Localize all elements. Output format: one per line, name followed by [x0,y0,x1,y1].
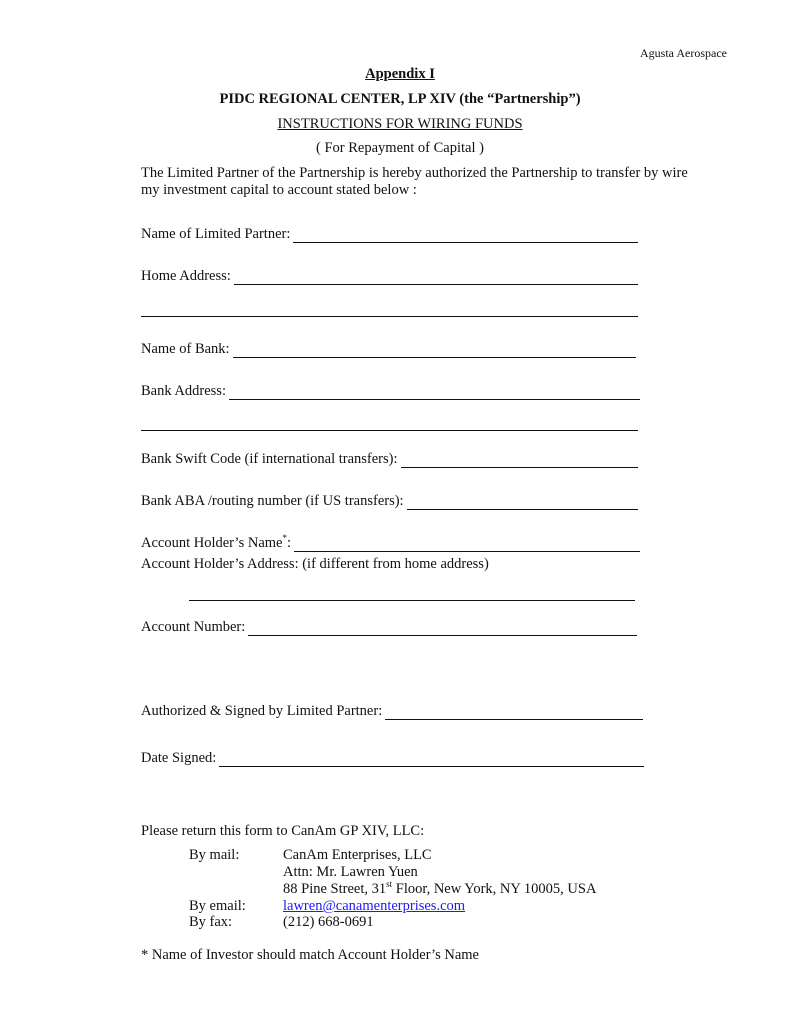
mail-line-1: CanAm Enterprises, LLC [283,847,432,863]
instructions-title: INSTRUCTIONS FOR WIRING FUNDS [277,116,523,132]
account-holder-address-label: Account Holder’s Address: (if different from home address) [141,556,489,572]
bank-address-label: Bank Address: [141,383,226,399]
account-number-line[interactable] [248,620,637,636]
footnote-mark: * [282,533,287,544]
email-label: By email: [189,898,246,914]
date-signed-label: Date Signed: [141,750,217,766]
account-holder-name-field[interactable] [141,535,640,552]
home-address-label: Home Address: [141,268,231,284]
aba-routing-label: Bank ABA /routing number (if US transfers): [141,493,404,509]
swift-code-line[interactable] [401,452,638,468]
aba-routing-line[interactable] [407,494,638,510]
authorized-signature-field[interactable] [141,703,643,720]
fax-number: (212) 668-0691 [283,914,374,930]
header-company: Agusta Aerospace [640,46,727,60]
home-address-field[interactable] [141,268,638,285]
account-number-label: Account Number: [141,619,246,635]
swift-code-field[interactable] [141,451,638,468]
home-address-line[interactable] [234,269,638,285]
account-holder-name-line[interactable] [294,536,640,552]
authorized-signature-line[interactable] [385,704,643,720]
fax-label: By fax: [189,914,233,930]
partner-name-line[interactable] [293,227,638,243]
return-intro: Please return this form to CanAm GP XIV, LLC: [141,823,425,839]
account-holder-name-label: Account Holder’s Name*: [141,533,291,551]
partnership-title: PIDC REGIONAL CENTER, LP XIV (the “Partnership”) [219,91,581,107]
appendix-title: Appendix I [365,66,435,82]
mail-line-3: 88 Pine Street, 31st Floor, New York, NY 10005, USA [283,879,597,897]
swift-code-label: Bank Swift Code (if international transfers): [141,451,398,467]
date-signed-line[interactable] [219,751,644,767]
mail-label: By mail: [189,847,240,863]
footnote: * Name of Investor should match Account Holder’s Name [141,947,479,963]
intro-line-2: my investment capital to account stated below : [141,182,417,198]
email-link-wrap [283,898,465,915]
aba-routing-field[interactable] [141,493,638,510]
bank-name-field[interactable] [141,341,636,358]
authorized-signature-label: Authorized & Signed by Limited Partner: [141,703,383,719]
account-holder-address-line[interactable] [189,600,635,601]
bank-address-line[interactable] [229,384,640,400]
partner-name-label: Name of Limited Partner: [141,226,291,242]
bank-name-line[interactable] [233,342,636,358]
email-link[interactable]: lawren@canamenterprises.com [283,898,466,914]
intro-line-1: The Limited Partner of the Partnership is hereby authorized the Partnership to transfer by wire [141,165,688,181]
purpose-subtitle: ( For Repayment of Capital ) [316,140,484,156]
partner-name-field[interactable] [141,226,638,243]
mail-line-2: Attn: Mr. Lawren Yuen [283,864,418,880]
bank-address-field[interactable] [141,383,640,400]
date-signed-field[interactable] [141,750,644,767]
account-number-field[interactable] [141,619,637,636]
bank-name-label: Name of Bank: [141,341,230,357]
home-address-line-2[interactable] [141,316,638,317]
bank-address-line-2[interactable] [141,430,638,431]
